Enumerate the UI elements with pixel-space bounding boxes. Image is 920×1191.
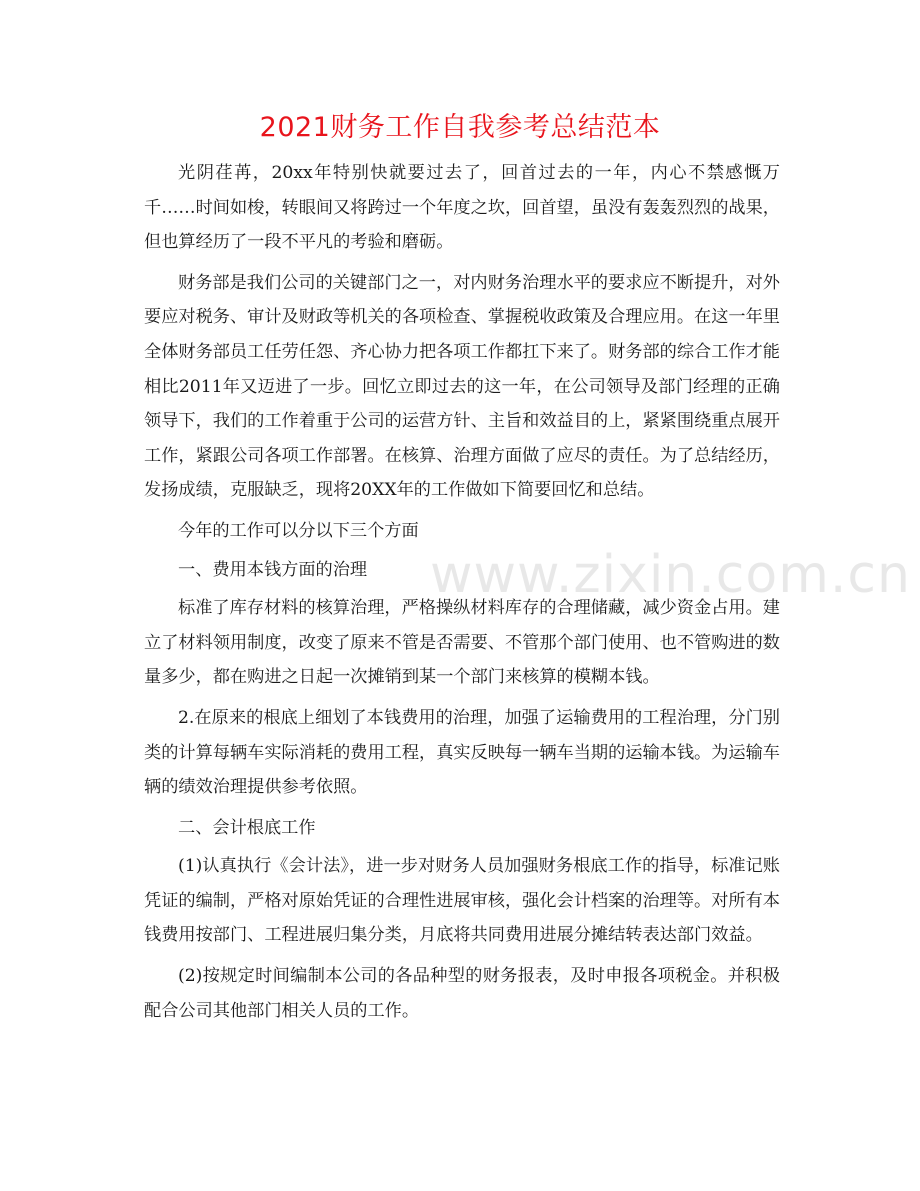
paragraph-transport-cost: 2.在原来的根底上细划了本钱费用的治理，加强了运输费用的工程治理，分门别类的计算每辆车实际消耗的费用工程，真实反映每一辆车当期的运输本钱。为运输车辆的绩效治理提供参考依照。	[144, 707, 780, 798]
document-title: 2021财务工作自我参考总结范本	[259, 112, 661, 143]
section-heading-cost: 一、费用本钱方面的治理	[178, 559, 368, 580]
paragraph-reports: (2)按规定时间编制本公司的各品种型的财务报表，及时申报各项税金。并积极配合公司其他部门相关人员的工作。	[144, 966, 780, 1021]
document-body	[144, 156, 780, 1034]
paragraph-accounting-law: (1)认真执行《会计法》，进一步对财务人员加强财务根底工作的指导，标准记账凭证的编制，严格对原始凭证的合理性进展审核，强化会计档案的治理等。对所有本钱费用按部门、工程进展归集分类，月底将共同费用进展分摊结转表达部门效益。	[144, 856, 780, 946]
watermark: www.zixin.com.cn	[430, 545, 911, 605]
paragraph-overview: 今年的工作可以分以下三个方面	[178, 520, 419, 541]
section-heading-accounting: 二、会计根底工作	[178, 817, 316, 838]
paragraph-intro: 光阴荏苒，20xx年特别快就要过去了，回首过去的一年，内心不禁感慨万千……时间如梭，转眼间又将跨过一个年度之坎，回首望，虽没有轰轰烈烈的战果，但也算经历了一段不平凡的考验和磨砺。	[144, 163, 780, 253]
paragraph-department: 财务部是我们公司的关键部门之一，对内财务治理水平的要求应不断提升，对外要应对税务、审计及财政等机关的各项检查、掌握税收政策及合理应用。在这一年里全体财务部员工任劳任怨、齐心协力把各项工作都扛下来了。财务部的综合工作才能相比2011年又迈进了一步。回忆立即过去的这一年，在公司领导及部门经理的正确领导下，我们的工作着重于公司的运营方针、主旨和效益目的上，紧紧围绕重点展开工作，紧跟公司各项工作部署。在核算、治理方面做了应尽的责任。为了总结经历，发扬成绩，克服缺乏，现将20XX年的工作做如下简要回忆和总结。	[144, 272, 780, 501]
paragraph-inventory: 标准了库存材料的核算治理，严格操纵材料库存的合理储藏，减少资金占用。建立了材料领用制度，改变了原来不管是否需要、不管那个部门使用、也不管购进的数量多少，都在购进之日起一次摊销到某一个部门来核算的模糊本钱。	[144, 598, 780, 688]
